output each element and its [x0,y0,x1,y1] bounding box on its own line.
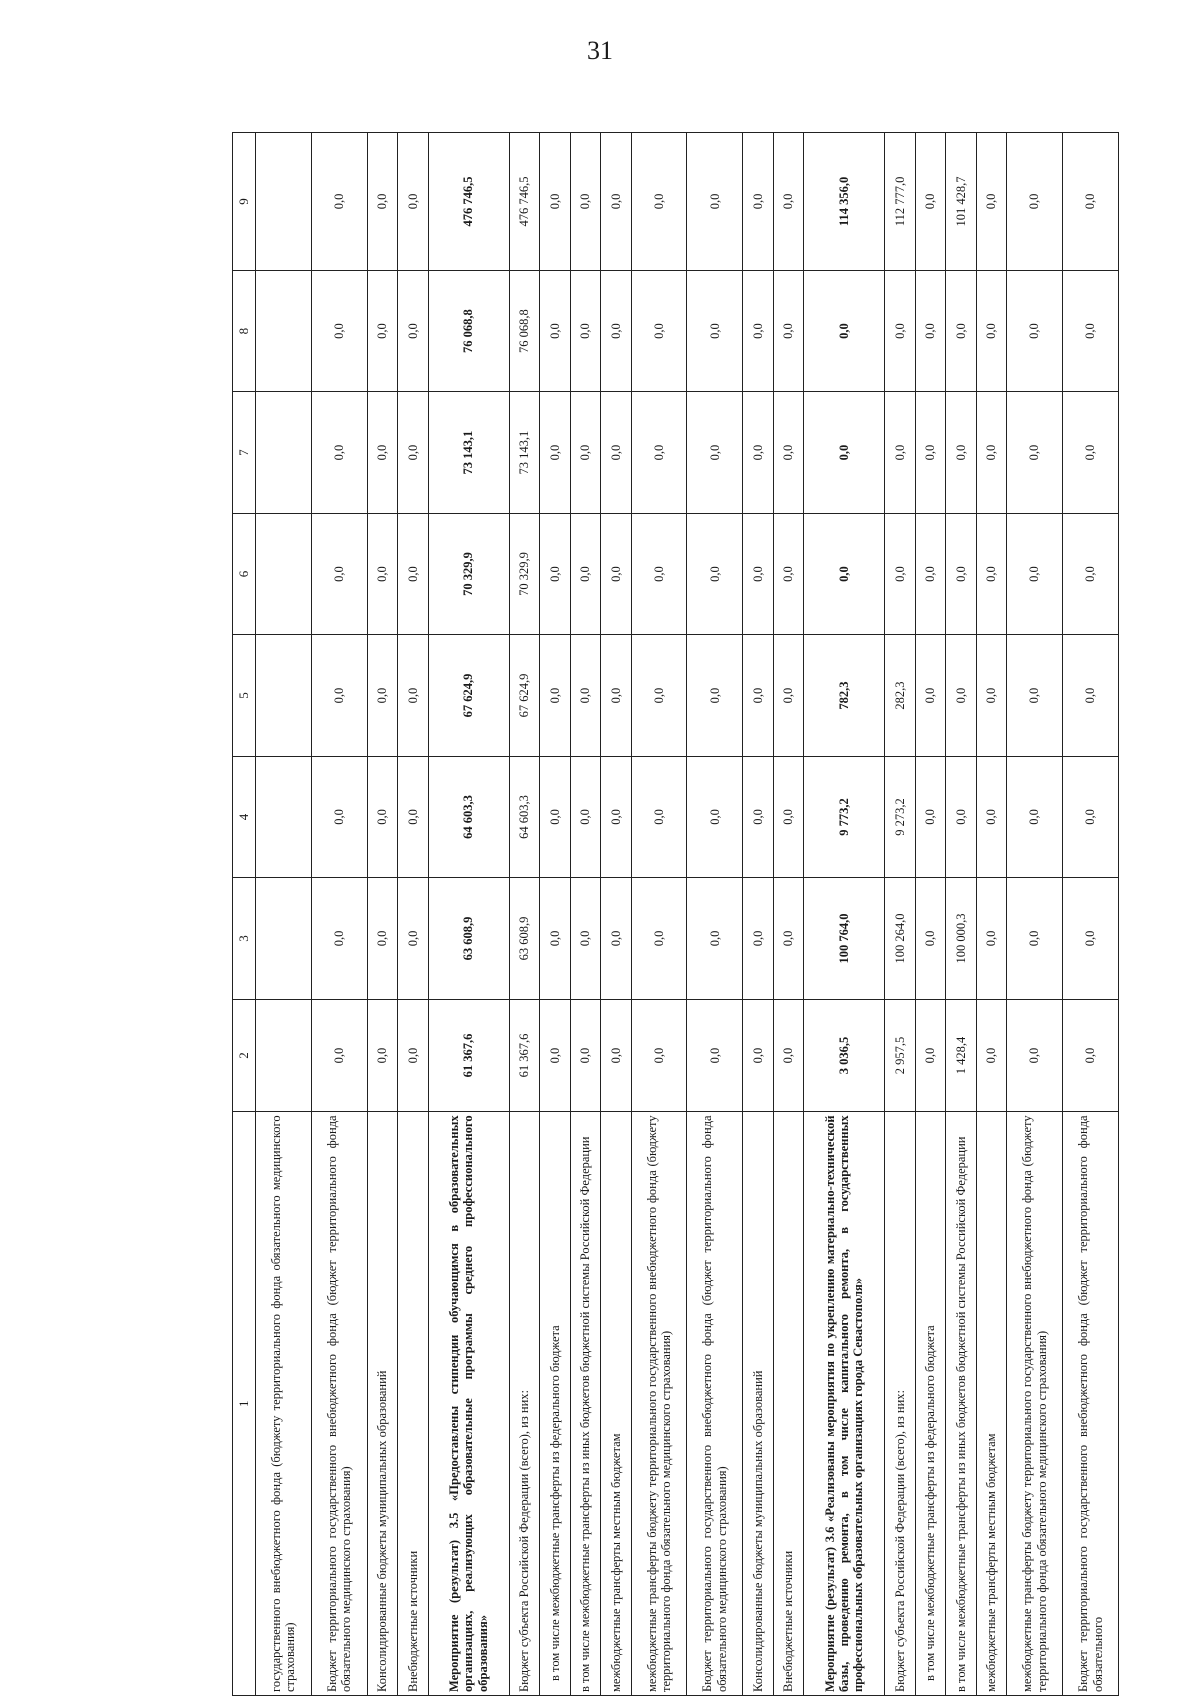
row-value-col-9: 0,0 [1007,133,1063,271]
row-value-col-6: 0,0 [915,513,946,634]
row-value-col-2: 0,0 [631,999,687,1112]
row-value-col-2: 0,0 [367,999,398,1112]
row-value-col-9: 0,0 [540,133,571,271]
row-value-col-2: 2 957,5 [885,999,916,1112]
row-value-col-5 [256,635,312,756]
row-value-col-6: 0,0 [1063,513,1119,634]
row-value-col-2: 0,0 [398,999,429,1112]
row-value-col-4 [256,756,312,877]
row-label: Внебюджетные источники [773,1112,804,1696]
row-value-col-9: 0,0 [398,133,429,271]
row-label: межбюджетные трансферты бюджету территориального государственного внебюджетного фонда (бюджету территориального фонда обязательного медицинского страхования) [631,1112,687,1696]
row-value-col-6: 70 329,9 [509,513,540,634]
row-label: Консолидированные бюджеты муниципальных образований [367,1112,398,1696]
row-value-col-2: 0,0 [540,999,571,1112]
row-value-col-8: 0,0 [570,270,601,391]
row-value-col-7 [256,392,312,513]
row-value-col-4: 0,0 [1063,756,1119,877]
row-value-col-2: 61 367,6 [509,999,540,1112]
table-body [256,133,1119,1696]
row-value-col-2: 0,0 [1063,999,1119,1112]
row-value-col-8: 0,0 [367,270,398,391]
row-value-col-6: 0,0 [946,513,977,634]
row-value-col-4: 0,0 [398,756,429,877]
row-value-col-5: 0,0 [311,635,367,756]
row-value-col-9: 0,0 [743,133,774,271]
row-value-col-3: 0,0 [540,878,571,999]
row-value-col-8: 0,0 [976,270,1007,391]
row-value-col-6: 70 329,9 [428,513,509,634]
row-value-col-6: 0,0 [687,513,743,634]
row-value-col-5: 0,0 [915,635,946,756]
row-value-col-8: 0,0 [915,270,946,391]
row-value-col-5: 0,0 [976,635,1007,756]
table-row [570,133,601,1696]
row-value-col-3: 0,0 [1063,878,1119,999]
row-value-col-3: 0,0 [915,878,946,999]
row-value-col-7: 73 143,1 [509,392,540,513]
row-value-col-3 [256,878,312,999]
row-value-col-3: 0,0 [773,878,804,999]
row-value-col-3: 0,0 [367,878,398,999]
table-row [256,133,312,1696]
column-header-6: 6 [233,513,256,634]
table-row [773,133,804,1696]
row-value-col-2: 0,0 [1007,999,1063,1112]
row-value-col-4: 0,0 [743,756,774,877]
row-value-col-4: 9 273,2 [885,756,916,877]
table-row [885,133,916,1696]
row-value-col-9: 0,0 [601,133,632,271]
row-value-col-5: 782,3 [804,635,885,756]
row-value-col-9 [256,133,312,271]
row-value-col-3: 0,0 [601,878,632,999]
row-value-col-2: 61 367,6 [428,999,509,1112]
row-value-col-9: 101 428,7 [946,133,977,271]
row-value-col-4: 0,0 [687,756,743,877]
row-value-col-9: 0,0 [631,133,687,271]
row-value-col-3: 100 764,0 [804,878,885,999]
row-value-col-2: 0,0 [773,999,804,1112]
column-header-4: 4 [233,756,256,877]
row-label: Мероприятие (результат) 3.5 «Предоставлены стипендии обучающимся в образовательных организациях, реализующих образовательные программы среднего профессионального образования» [428,1112,509,1696]
row-value-col-5: 0,0 [773,635,804,756]
row-label: в том числе межбюджетные трансферты из федерального бюджета [915,1112,946,1696]
row-value-col-9: 0,0 [915,133,946,271]
row-value-col-7: 0,0 [743,392,774,513]
row-value-col-9: 0,0 [976,133,1007,271]
row-label: Бюджет субъекта Российской Федерации (всего), из них: [509,1112,540,1696]
row-value-col-9: 114 356,0 [804,133,885,271]
row-value-col-8: 0,0 [1007,270,1063,391]
row-value-col-2: 0,0 [570,999,601,1112]
table-row [1007,133,1063,1696]
column-header-8: 8 [233,270,256,391]
row-value-col-5: 67 624,9 [428,635,509,756]
row-label: Мероприятие (результат) 3.6 «Реализованы мероприятия по укреплению материально-технической базы, проведению ремонта, в том числе капитального ремонта, в государственных профессиональных образовательных организациях города Севастополя» [804,1112,885,1696]
row-value-col-5: 0,0 [1007,635,1063,756]
row-label: государственного внебюджетного фонда (бюджету территориального фонда обязательного медицинского страхования) [256,1112,312,1696]
row-value-col-3: 0,0 [570,878,601,999]
row-value-col-5: 282,3 [885,635,916,756]
row-value-col-8: 76 068,8 [509,270,540,391]
row-value-col-4: 0,0 [946,756,977,877]
row-value-col-4: 64 603,3 [428,756,509,877]
row-value-col-2: 1 428,4 [946,999,977,1112]
row-value-col-6: 0,0 [398,513,429,634]
row-label: межбюджетные трансферты местным бюджетам [601,1112,632,1696]
row-value-col-7: 0,0 [311,392,367,513]
row-value-col-4: 64 603,3 [509,756,540,877]
row-value-col-7: 0,0 [804,392,885,513]
table-row [367,133,398,1696]
row-value-col-4: 0,0 [570,756,601,877]
row-value-col-8: 76 068,8 [428,270,509,391]
table-row [509,133,540,1696]
row-value-col-6: 0,0 [570,513,601,634]
row-value-col-9: 476 746,5 [509,133,540,271]
row-value-col-9: 0,0 [311,133,367,271]
table-row [946,133,977,1696]
row-value-col-8: 0,0 [540,270,571,391]
row-value-col-7: 0,0 [631,392,687,513]
row-value-col-5: 0,0 [687,635,743,756]
row-label: Консолидированные бюджеты муниципальных образований [743,1112,774,1696]
row-label: межбюджетные трансферты бюджету территориального государственного внебюджетного фонда (бюджету территориального фонда обязательного медицинского страхования) [1007,1112,1063,1696]
row-label: Бюджет территориального государственного внебюджетного фонда (бюджет территориального фонда обязательного медицинского страхования) [687,1112,743,1696]
row-value-col-6: 0,0 [311,513,367,634]
row-value-col-6: 0,0 [601,513,632,634]
row-label: Бюджет территориального государственного внебюджетного фонда (бюджет территориального фонда обязательного [1063,1112,1119,1696]
row-value-col-8: 0,0 [773,270,804,391]
row-value-col-3: 100 000,3 [946,878,977,999]
page-number: 31 [587,36,613,65]
row-value-col-4: 0,0 [915,756,946,877]
row-value-col-5: 0,0 [601,635,632,756]
column-header-2: 2 [233,999,256,1112]
row-value-col-4: 0,0 [311,756,367,877]
row-value-col-6: 0,0 [773,513,804,634]
row-value-col-9: 0,0 [570,133,601,271]
row-value-col-6: 0,0 [804,513,885,634]
row-value-col-5: 0,0 [540,635,571,756]
row-value-col-9: 0,0 [687,133,743,271]
row-value-col-2: 0,0 [311,999,367,1112]
row-value-col-9: 476 746,5 [428,133,509,271]
row-value-col-7: 73 143,1 [428,392,509,513]
row-value-col-3: 0,0 [398,878,429,999]
table-row [743,133,774,1696]
row-value-col-4: 0,0 [773,756,804,877]
table-row [687,133,743,1696]
row-value-col-5: 0,0 [743,635,774,756]
row-value-col-8: 0,0 [687,270,743,391]
row-value-col-6: 0,0 [631,513,687,634]
row-value-col-2: 0,0 [687,999,743,1112]
row-label: Бюджет территориального государственного внебюджетного фонда (бюджет территориального фонда обязательного медицинского страхования) [311,1112,367,1696]
row-value-col-6: 0,0 [743,513,774,634]
row-value-col-7: 0,0 [885,392,916,513]
row-value-col-7: 0,0 [976,392,1007,513]
row-value-col-2: 0,0 [601,999,632,1112]
row-value-col-5: 67 624,9 [509,635,540,756]
table-row [976,133,1007,1696]
table-row [311,133,367,1696]
row-value-col-3: 0,0 [976,878,1007,999]
row-value-col-6 [256,513,312,634]
budget-table [232,132,1119,1696]
row-value-col-6: 0,0 [540,513,571,634]
row-value-col-2 [256,999,312,1112]
row-value-col-7: 0,0 [687,392,743,513]
table-row [428,133,509,1696]
row-value-col-2: 0,0 [976,999,1007,1112]
row-label: Внебюджетные источники [398,1112,429,1696]
column-header-7: 7 [233,392,256,513]
row-value-col-7: 0,0 [1063,392,1119,513]
row-value-col-7: 0,0 [601,392,632,513]
column-header-9: 9 [233,133,256,271]
row-value-col-8 [256,270,312,391]
row-value-col-9: 0,0 [1063,133,1119,271]
row-value-col-4: 0,0 [631,756,687,877]
column-header-3: 3 [233,878,256,999]
row-value-col-5: 0,0 [946,635,977,756]
row-value-col-5: 0,0 [1063,635,1119,756]
row-value-col-6: 0,0 [976,513,1007,634]
row-value-col-6: 0,0 [1007,513,1063,634]
row-value-col-7: 0,0 [540,392,571,513]
row-value-col-4: 0,0 [367,756,398,877]
row-value-col-4: 0,0 [976,756,1007,877]
row-value-col-7: 0,0 [398,392,429,513]
row-value-col-7: 0,0 [570,392,601,513]
table-row [804,133,885,1696]
row-value-col-7: 0,0 [367,392,398,513]
row-value-col-2: 3 036,5 [804,999,885,1112]
row-value-col-2: 0,0 [743,999,774,1112]
row-value-col-8: 0,0 [601,270,632,391]
row-value-col-8: 0,0 [804,270,885,391]
row-value-col-3: 100 264,0 [885,878,916,999]
row-value-col-8: 0,0 [885,270,916,391]
row-value-col-3: 0,0 [631,878,687,999]
row-value-col-8: 0,0 [631,270,687,391]
row-value-col-6: 0,0 [885,513,916,634]
row-value-col-7: 0,0 [946,392,977,513]
column-header-1: 1 [233,1112,256,1696]
row-value-col-8: 0,0 [1063,270,1119,391]
row-value-col-5: 0,0 [367,635,398,756]
row-value-col-4: 0,0 [540,756,571,877]
table-row [398,133,429,1696]
row-value-col-3: 0,0 [687,878,743,999]
row-label: Бюджет субъекта Российской Федерации (всего), из них: [885,1112,916,1696]
row-value-col-3: 63 608,9 [509,878,540,999]
row-value-col-4: 9 773,2 [804,756,885,877]
row-value-col-3: 0,0 [311,878,367,999]
row-value-col-9: 112 777,0 [885,133,916,271]
table-row [1063,133,1119,1696]
table-row [915,133,946,1696]
row-label: в том числе межбюджетные трансферты из иных бюджетов бюджетной системы Российской Федерации [946,1112,977,1696]
column-header-5: 5 [233,635,256,756]
row-value-col-7: 0,0 [915,392,946,513]
row-value-col-2: 0,0 [915,999,946,1112]
row-value-col-5: 0,0 [398,635,429,756]
row-value-col-5: 0,0 [631,635,687,756]
row-value-col-9: 0,0 [367,133,398,271]
row-value-col-6: 0,0 [367,513,398,634]
row-value-col-7: 0,0 [773,392,804,513]
table-row [631,133,687,1696]
row-value-col-8: 0,0 [946,270,977,391]
table-row [601,133,632,1696]
row-value-col-3: 63 608,9 [428,878,509,999]
row-value-col-4: 0,0 [1007,756,1063,877]
row-value-col-4: 0,0 [601,756,632,877]
row-label: в том числе межбюджетные трансферты из иных бюджетов бюджетной системы Российской Федерации [570,1112,601,1696]
row-value-col-5: 0,0 [570,635,601,756]
row-value-col-3: 0,0 [1007,878,1063,999]
row-label: в том числе межбюджетные трансферты из федерального бюджета [540,1112,571,1696]
row-value-col-3: 0,0 [743,878,774,999]
row-value-col-9: 0,0 [773,133,804,271]
table-row [540,133,571,1696]
row-label: межбюджетные трансферты местным бюджетам [976,1112,1007,1696]
row-value-col-7: 0,0 [1007,392,1063,513]
row-value-col-8: 0,0 [311,270,367,391]
row-value-col-8: 0,0 [743,270,774,391]
header-row [233,133,256,1696]
row-value-col-8: 0,0 [398,270,429,391]
